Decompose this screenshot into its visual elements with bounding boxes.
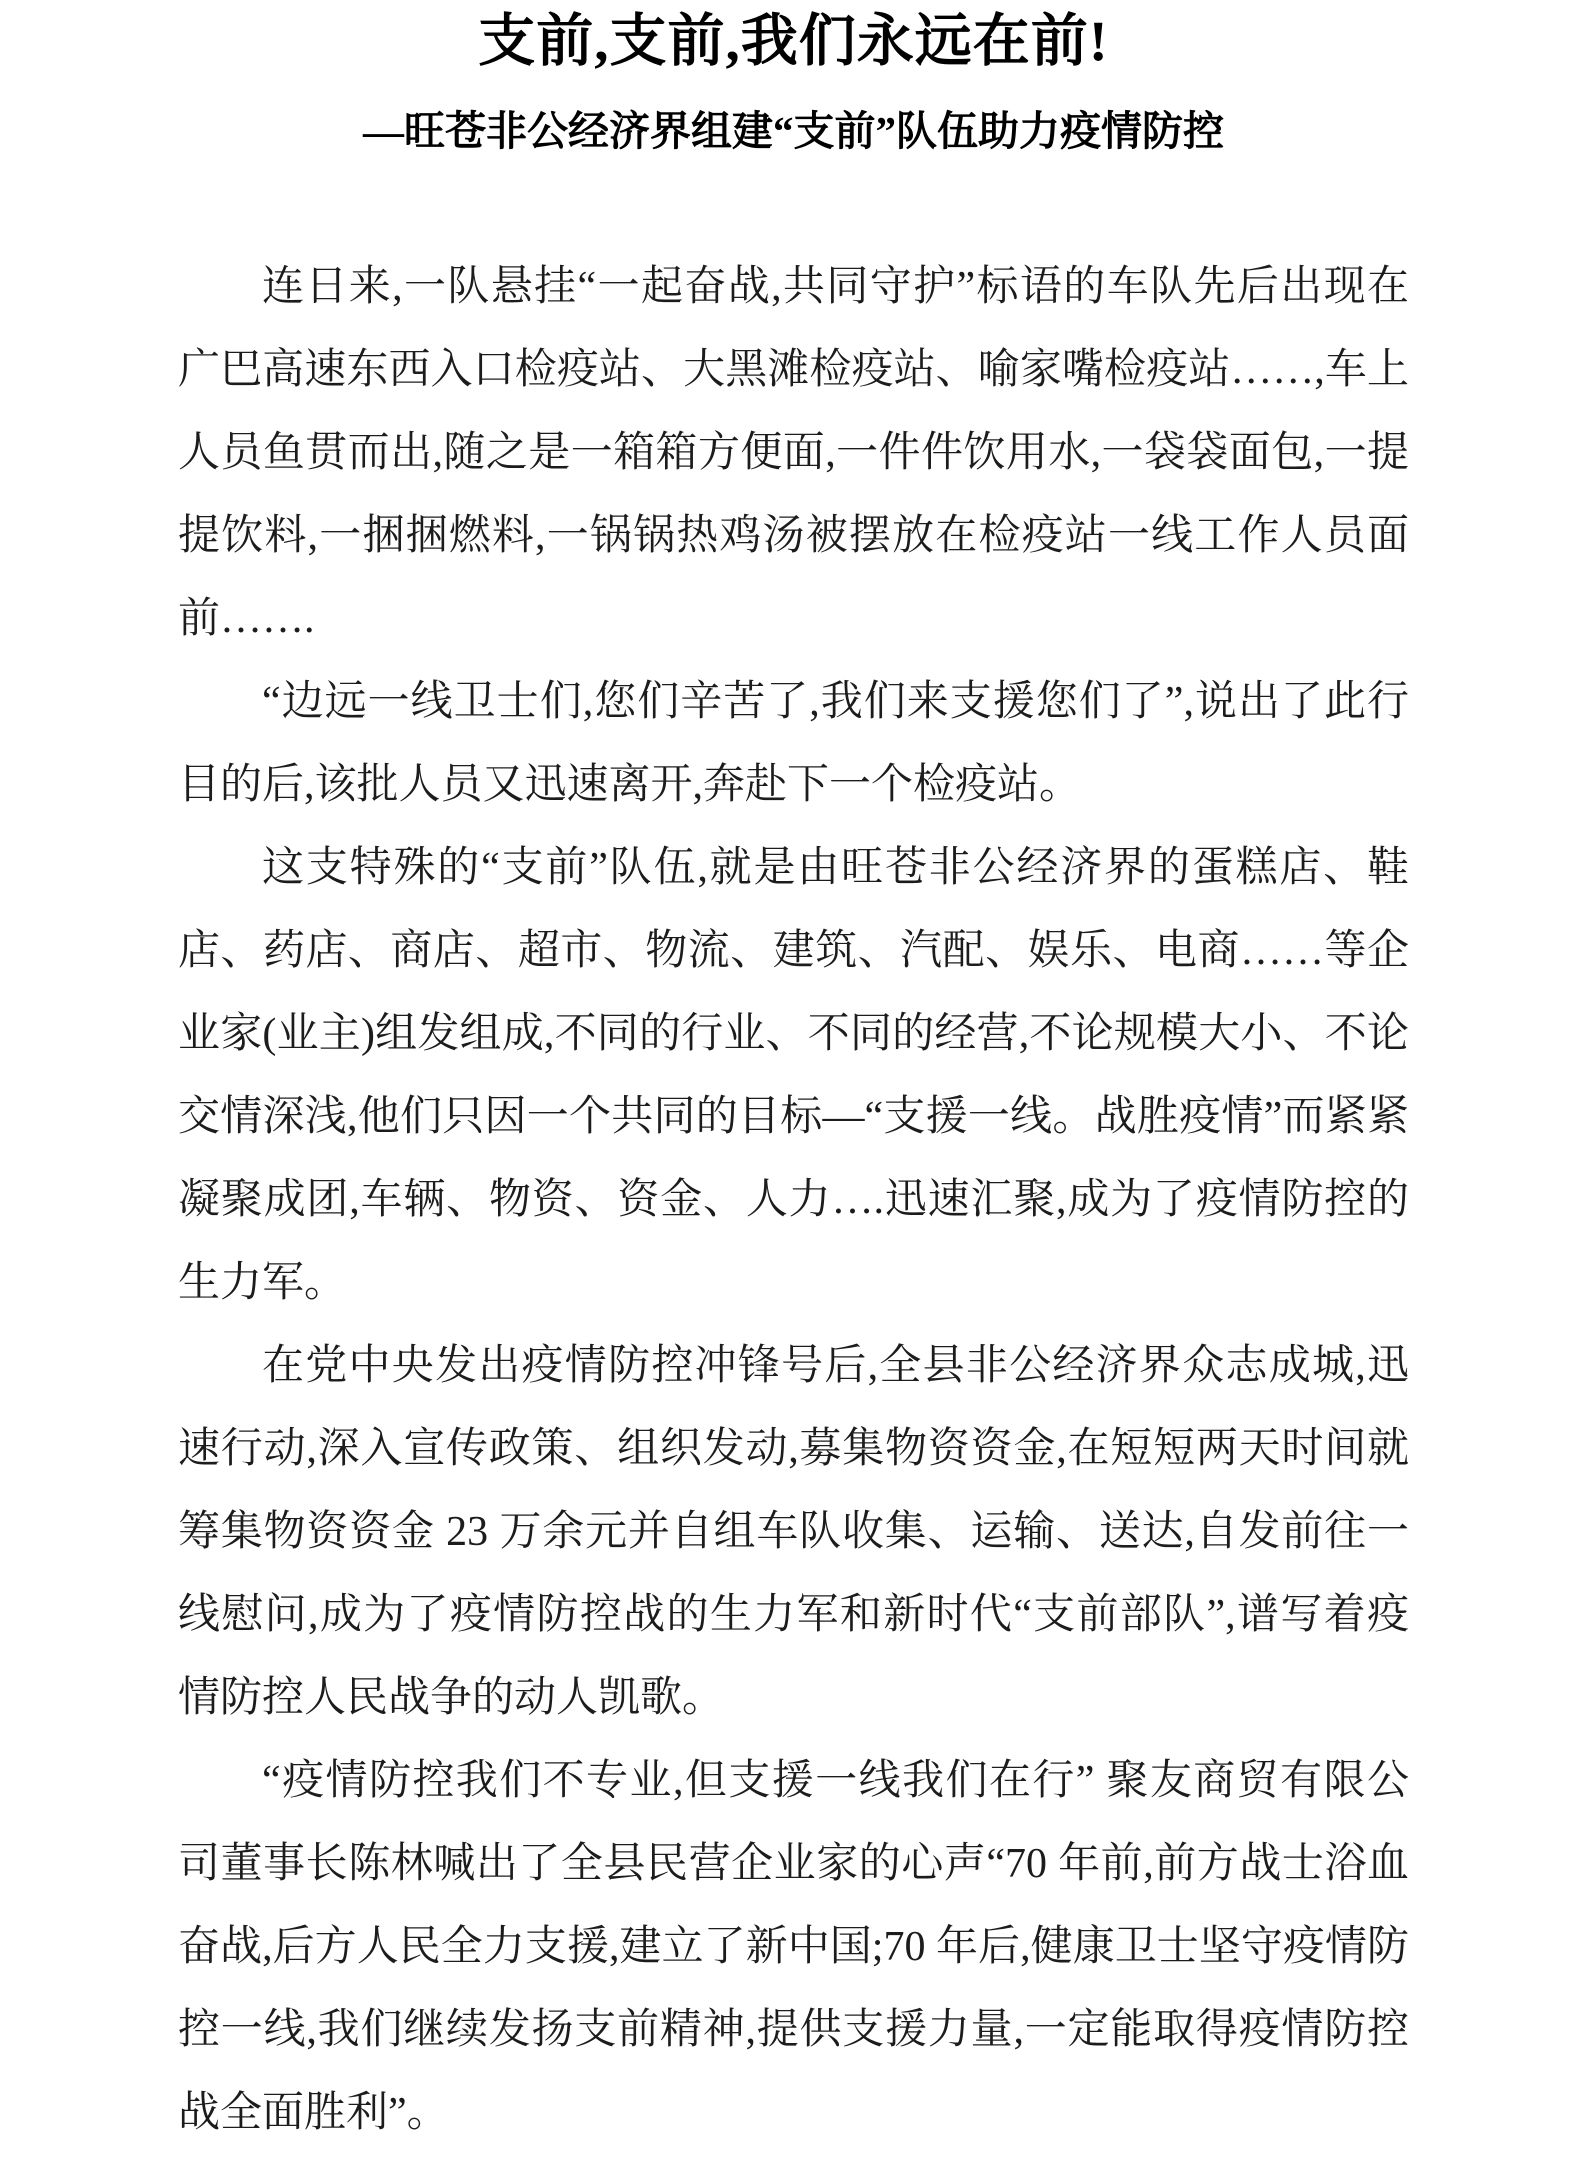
body-paragraph: 在党中央发出疫情防控冲锋号后,全县非公经济界众志成城,迅速行动,深入宣传政策、组织发动,募集物资资金,在短短两天时间就筹集物资资金 23 万余元并自组车队收集、运输、送达,自发前往一线慰问,成为了疫情防控战的生力军和新时代“支前部队”,谱写着疫情防控人民战争的动人凯歌。 bbox=[178, 1343, 1409, 1721]
body-paragraph: “边远一线卫士们,您们辛苦了,我们来支援您们了”,说出了此行目的后,该批人员又迅速离开,奔赴下一个检疫站。 bbox=[178, 679, 1409, 808]
document-title: 支前,支前,我们永远在前! bbox=[478, 10, 1109, 73]
body-paragraph: “疫情防控我们不专业,但支援一线我们在行” 聚友商贸有限公司董事长陈林喊出了全县民营企业家的心声“70 年前,前方战士浴血奋战,后方人民全力支援,建立了新中国;70 年后,健康卫士坚守疫情防控一线,我们继续发扬支前精神,提供支援力量,一定能取得疫情防控战全面胜利”。 bbox=[178, 1758, 1409, 2136]
body-paragraph: 连日来,一队悬挂“一起奋战,共同守护”标语的车队先后出现在广巴高速东西入口检疫站、大黑滩检疫站、喻家嘴检疫站……,车上人员鱼贯而出,随之是一箱箱方便面,一件件饮用水,一袋袋面包,一提提饮料,一捆捆燃料,一锅锅热鸡汤被摆放在检疫站一线工作人员面前……. bbox=[178, 264, 1409, 642]
document-subtitle: —旺苍非公经济界组建“支前”队伍助力疫情防控 bbox=[363, 108, 1224, 154]
body-paragraph: 这支特殊的“支前”队伍,就是由旺苍非公经济界的蛋糕店、鞋店、药店、商店、超市、物流、建筑、汽配、娱乐、电商……等企业家(业主)组发组成,不同的行业、不同的经营,不论规模大小、不论交情深浅,他们只因一个共同的目标—“支援一线。战胜疫情”而紧紧凝聚成团,车辆、物资、资金、人力….迅速汇聚,成为了疫情防控的生力军。 bbox=[178, 845, 1409, 1306]
document-body bbox=[178, 246, 1409, 2155]
